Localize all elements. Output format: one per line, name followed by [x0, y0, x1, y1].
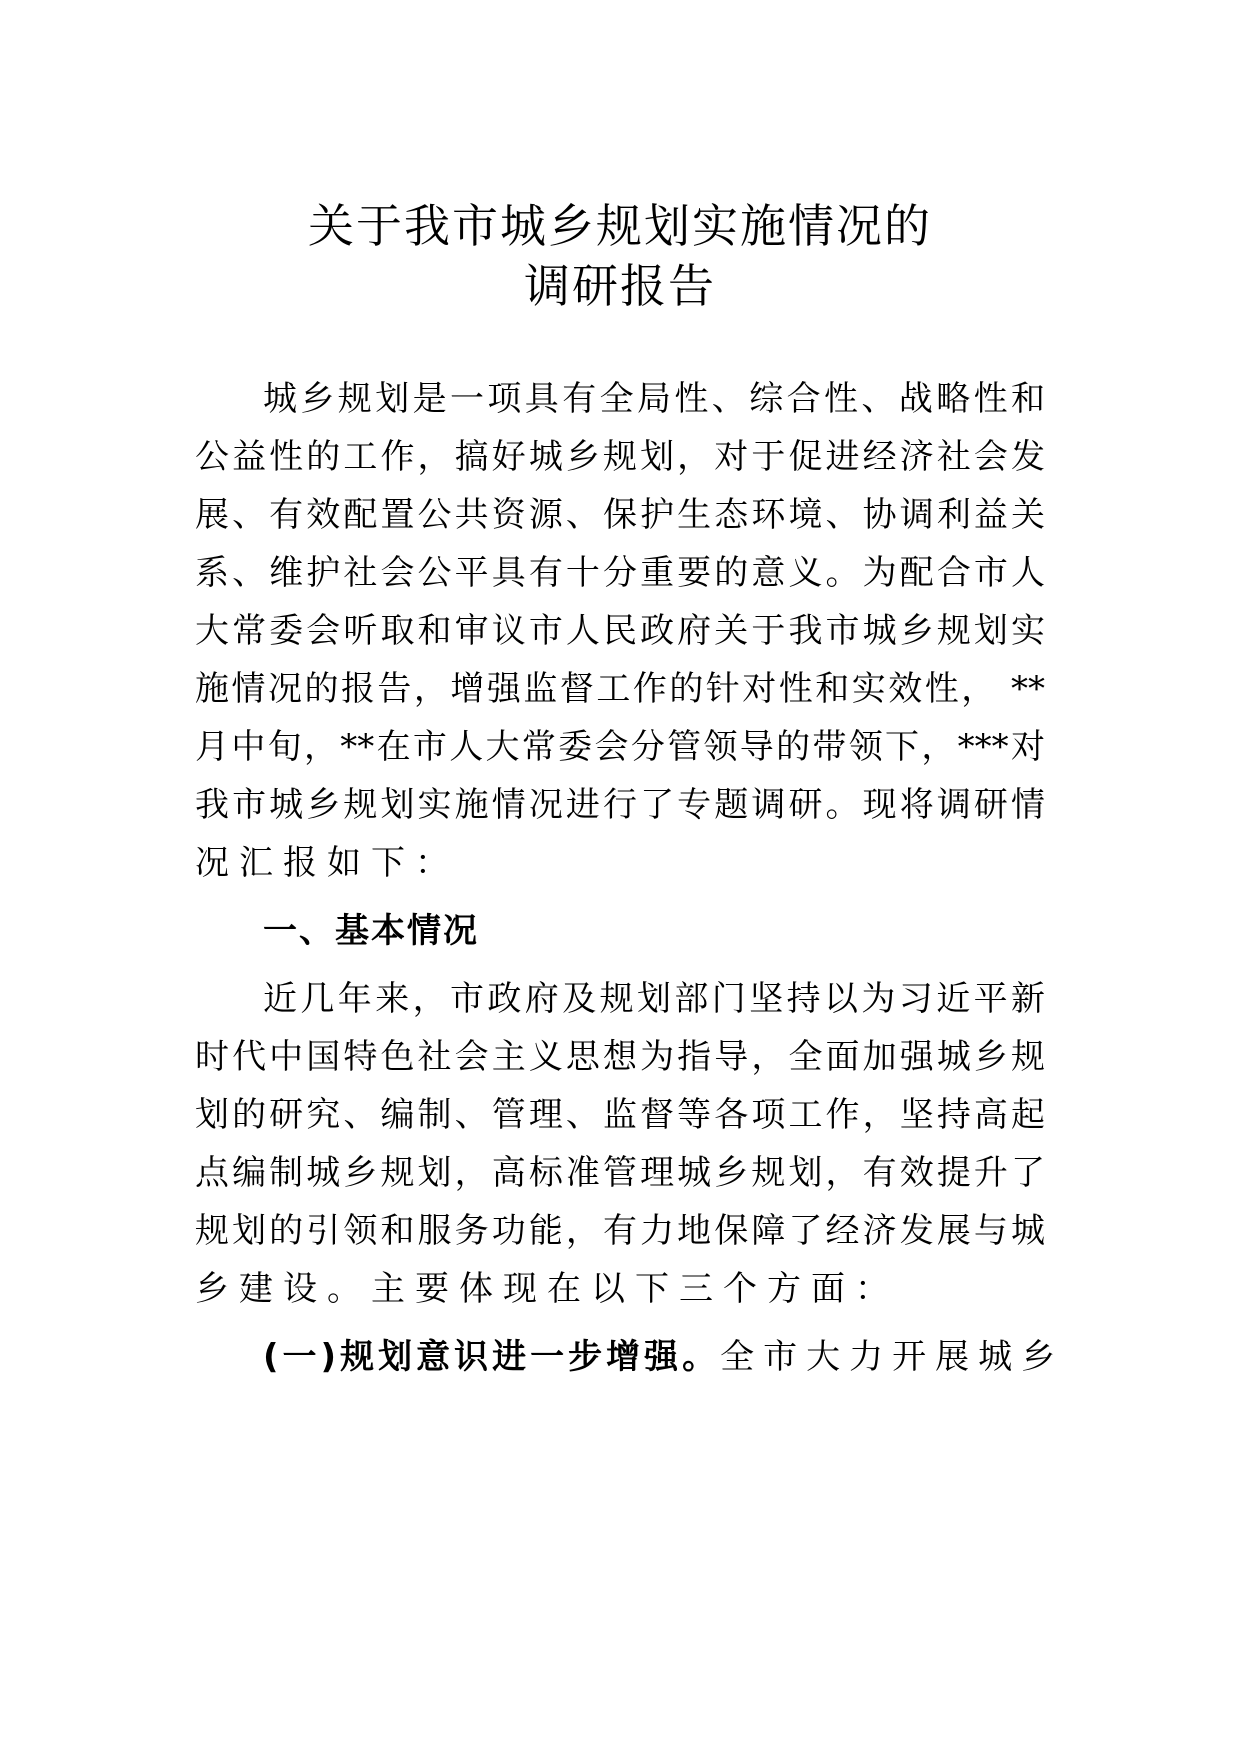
- subsection-text: 全市大力开展城乡: [720, 1337, 1065, 1377]
- intro-paragraph-line: 大常委会听取和审议市人民政府关于我市城乡规划实: [195, 611, 1045, 651]
- intro-paragraph-line: 况汇报如下：: [195, 843, 459, 883]
- intro-paragraph-line: 月中旬，**在市人大常委会分管领导的带领下，***对: [195, 727, 1045, 767]
- section-paragraph-line: 点编制城乡规划，高标准管理城乡规划，有效提升了: [195, 1153, 1045, 1193]
- intro-paragraph-line: 展、有效配置公共资源、保护生态环境、协调利益关: [195, 495, 1045, 535]
- section-heading: 一、基本情况: [263, 911, 479, 951]
- section-paragraph-line: 乡建设。主要体现在以下三个方面：: [195, 1269, 899, 1309]
- section-paragraph-line: 近几年来，市政府及规划部门坚持以为习近平新: [263, 979, 1045, 1019]
- intro-paragraph-line: 我市城乡规划实施情况进行了专题调研。现将调研情: [195, 785, 1045, 825]
- intro-paragraph-line: 施情况的报告，增强监督工作的针对性和实效性， **: [195, 669, 1045, 709]
- document-title-line-1: 关于我市城乡规划实施情况的: [308, 199, 932, 253]
- section-paragraph-line: 划的研究、编制、管理、监督等各项工作，坚持高起: [195, 1095, 1045, 1135]
- intro-paragraph-line: 城乡规划是一项具有全局性、综合性、战略性和: [263, 379, 1045, 419]
- subsection-heading: (一)规划意识进一步增强。: [263, 1337, 721, 1377]
- intro-paragraph-line: 公益性的工作，搞好城乡规划，对于促进经济社会发: [195, 437, 1045, 477]
- section-paragraph-line: 规划的引领和服务功能，有力地保障了经济发展与城: [195, 1211, 1045, 1251]
- section-paragraph-line: 时代中国特色社会主义思想为指导，全面加强城乡规: [195, 1037, 1045, 1077]
- document-title-line-2: 调研报告: [524, 259, 716, 313]
- intro-paragraph-line: 系、维护社会公平具有十分重要的意义。为配合市人: [195, 553, 1045, 593]
- subsection-paragraph: [263, 1328, 1064, 1387]
